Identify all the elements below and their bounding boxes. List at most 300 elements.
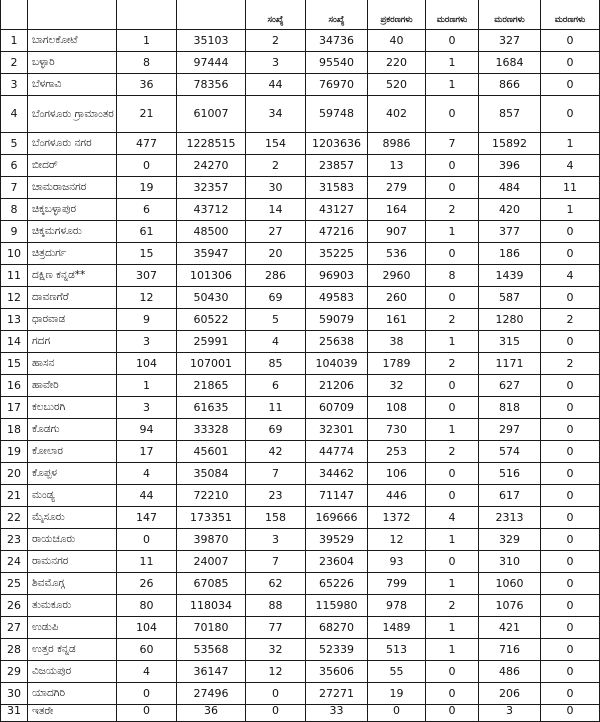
value-cell-e: 12 bbox=[368, 529, 426, 551]
table-row bbox=[1, 52, 600, 74]
value-cell-d: 21206 bbox=[306, 375, 368, 397]
value-cell-f: 0 bbox=[426, 96, 479, 133]
value-cell-f: 2 bbox=[426, 353, 479, 375]
value-cell-a: 61 bbox=[117, 221, 177, 243]
value-cell-h: 0 bbox=[541, 639, 600, 661]
table-header-row bbox=[1, 0, 600, 30]
value-cell-c: 34 bbox=[246, 96, 306, 133]
value-cell-g: 3 bbox=[479, 705, 541, 722]
value-cell-g: 587 bbox=[479, 287, 541, 309]
value-cell-f: 0 bbox=[426, 683, 479, 705]
value-cell-h: 0 bbox=[541, 243, 600, 265]
value-cell-g: 484 bbox=[479, 177, 541, 199]
value-cell-a: 8 bbox=[117, 52, 177, 74]
table-row bbox=[1, 133, 600, 155]
district-name-cell: ಕೋಲಾರ bbox=[28, 441, 117, 463]
value-cell-h: 0 bbox=[541, 573, 600, 595]
value-cell-g: 2313 bbox=[479, 507, 541, 529]
value-cell-c: 30 bbox=[246, 177, 306, 199]
value-cell-d: 65226 bbox=[306, 573, 368, 595]
table-row bbox=[1, 199, 600, 221]
value-cell-b: 39870 bbox=[177, 529, 246, 551]
value-cell-g: 396 bbox=[479, 155, 541, 177]
serial-number-cell: 9 bbox=[1, 221, 28, 243]
district-name-cell: ಉಡುಪಿ bbox=[28, 617, 117, 639]
district-name-cell: ದಾವಣಗೆರೆ bbox=[28, 287, 117, 309]
table-row bbox=[1, 96, 600, 133]
value-cell-c: 154 bbox=[246, 133, 306, 155]
value-cell-f: 1 bbox=[426, 529, 479, 551]
table-row bbox=[1, 353, 600, 375]
table-row bbox=[1, 463, 600, 485]
district-name-cell: ಚಿಕ್ಕಬಳ್ಳಾಪುರ bbox=[28, 199, 117, 221]
value-cell-c: 4 bbox=[246, 331, 306, 353]
serial-number-cell: 24 bbox=[1, 551, 28, 573]
value-cell-b: 43712 bbox=[177, 199, 246, 221]
district-name-cell: ಇತರೇ bbox=[28, 705, 117, 722]
value-cell-f: 2 bbox=[426, 441, 479, 463]
value-cell-c: 69 bbox=[246, 419, 306, 441]
district-name-cell: ಹಾಸನ bbox=[28, 353, 117, 375]
district-name-cell: ಚಾಮರಾಜನಗರ bbox=[28, 177, 117, 199]
serial-number-cell: 18 bbox=[1, 419, 28, 441]
value-cell-g: 1060 bbox=[479, 573, 541, 595]
value-cell-g: 297 bbox=[479, 419, 541, 441]
serial-number-cell: 23 bbox=[1, 529, 28, 551]
value-cell-f: 0 bbox=[426, 30, 479, 52]
value-cell-c: 2 bbox=[246, 30, 306, 52]
value-cell-e: 40 bbox=[368, 30, 426, 52]
value-cell-e: 93 bbox=[368, 551, 426, 573]
serial-number-cell: 29 bbox=[1, 661, 28, 683]
value-cell-e: 978 bbox=[368, 595, 426, 617]
district-name-cell: ಶಿವಮೊಗ್ಗ bbox=[28, 573, 117, 595]
value-cell-f: 1 bbox=[426, 639, 479, 661]
value-cell-g: 617 bbox=[479, 485, 541, 507]
value-cell-a: 477 bbox=[117, 133, 177, 155]
table-body bbox=[1, 30, 600, 722]
value-cell-b: 61635 bbox=[177, 397, 246, 419]
value-cell-e: 1489 bbox=[368, 617, 426, 639]
value-cell-h: 11 bbox=[541, 177, 600, 199]
value-cell-a: 19 bbox=[117, 177, 177, 199]
value-cell-b: 33328 bbox=[177, 419, 246, 441]
value-cell-e: 8986 bbox=[368, 133, 426, 155]
value-cell-g: 574 bbox=[479, 441, 541, 463]
district-name-cell: ಬೆಳಗಾವಿ bbox=[28, 74, 117, 96]
value-cell-c: 77 bbox=[246, 617, 306, 639]
table-row bbox=[1, 551, 600, 573]
value-cell-b: 67085 bbox=[177, 573, 246, 595]
value-cell-c: 69 bbox=[246, 287, 306, 309]
header-cell: ಪ್ರಕರಣಗಳು bbox=[368, 0, 426, 30]
value-cell-f: 2 bbox=[426, 199, 479, 221]
value-cell-h: 0 bbox=[541, 221, 600, 243]
district-name-cell: ಹಾವೇರಿ bbox=[28, 375, 117, 397]
table-row bbox=[1, 529, 600, 551]
value-cell-g: 315 bbox=[479, 331, 541, 353]
value-cell-g: 516 bbox=[479, 463, 541, 485]
value-cell-c: 2 bbox=[246, 155, 306, 177]
value-cell-c: 20 bbox=[246, 243, 306, 265]
value-cell-h: 0 bbox=[541, 375, 600, 397]
district-name-cell: ಮಂಡ್ಯ bbox=[28, 485, 117, 507]
table-row bbox=[1, 155, 600, 177]
value-cell-c: 32 bbox=[246, 639, 306, 661]
district-name-cell: ಉತ್ತರ ಕನ್ನಡ bbox=[28, 639, 117, 661]
value-cell-f: 1 bbox=[426, 74, 479, 96]
serial-number-cell: 15 bbox=[1, 353, 28, 375]
value-cell-a: 4 bbox=[117, 661, 177, 683]
value-cell-g: 329 bbox=[479, 529, 541, 551]
table-row bbox=[1, 287, 600, 309]
serial-number-cell: 20 bbox=[1, 463, 28, 485]
serial-number-cell: 7 bbox=[1, 177, 28, 199]
serial-number-cell: 27 bbox=[1, 617, 28, 639]
value-cell-c: 3 bbox=[246, 52, 306, 74]
value-cell-c: 42 bbox=[246, 441, 306, 463]
serial-number-cell: 26 bbox=[1, 595, 28, 617]
serial-number-cell: 13 bbox=[1, 309, 28, 331]
value-cell-e: 0 bbox=[368, 705, 426, 722]
value-cell-c: 27 bbox=[246, 221, 306, 243]
value-cell-h: 0 bbox=[541, 30, 600, 52]
value-cell-d: 47216 bbox=[306, 221, 368, 243]
value-cell-f: 1 bbox=[426, 419, 479, 441]
serial-number-cell: 3 bbox=[1, 74, 28, 96]
value-cell-a: 11 bbox=[117, 551, 177, 573]
value-cell-b: 78356 bbox=[177, 74, 246, 96]
value-cell-e: 13 bbox=[368, 155, 426, 177]
value-cell-d: 71147 bbox=[306, 485, 368, 507]
value-cell-d: 49583 bbox=[306, 287, 368, 309]
value-cell-e: 108 bbox=[368, 397, 426, 419]
serial-number-cell: 8 bbox=[1, 199, 28, 221]
value-cell-f: 0 bbox=[426, 463, 479, 485]
value-cell-a: 80 bbox=[117, 595, 177, 617]
value-cell-d: 35225 bbox=[306, 243, 368, 265]
table-row bbox=[1, 705, 600, 722]
value-cell-g: 716 bbox=[479, 639, 541, 661]
value-cell-e: 446 bbox=[368, 485, 426, 507]
value-cell-d: 23857 bbox=[306, 155, 368, 177]
serial-number-cell: 14 bbox=[1, 331, 28, 353]
table-row bbox=[1, 309, 600, 331]
value-cell-h: 0 bbox=[541, 485, 600, 507]
value-cell-h: 1 bbox=[541, 199, 600, 221]
value-cell-g: 420 bbox=[479, 199, 541, 221]
value-cell-e: 730 bbox=[368, 419, 426, 441]
value-cell-h: 0 bbox=[541, 74, 600, 96]
table-row bbox=[1, 375, 600, 397]
table-row bbox=[1, 441, 600, 463]
value-cell-a: 36 bbox=[117, 74, 177, 96]
value-cell-a: 6 bbox=[117, 199, 177, 221]
table-row bbox=[1, 331, 600, 353]
value-cell-f: 0 bbox=[426, 243, 479, 265]
value-cell-f: 1 bbox=[426, 573, 479, 595]
value-cell-d: 1203636 bbox=[306, 133, 368, 155]
value-cell-d: 68270 bbox=[306, 617, 368, 639]
value-cell-h: 0 bbox=[541, 529, 600, 551]
value-cell-g: 327 bbox=[479, 30, 541, 52]
value-cell-h: 0 bbox=[541, 52, 600, 74]
serial-number-cell: 22 bbox=[1, 507, 28, 529]
value-cell-h: 0 bbox=[541, 683, 600, 705]
value-cell-f: 0 bbox=[426, 287, 479, 309]
serial-number-cell: 25 bbox=[1, 573, 28, 595]
value-cell-b: 36 bbox=[177, 705, 246, 722]
value-cell-a: 147 bbox=[117, 507, 177, 529]
value-cell-e: 260 bbox=[368, 287, 426, 309]
value-cell-d: 59079 bbox=[306, 309, 368, 331]
serial-number-cell: 28 bbox=[1, 639, 28, 661]
value-cell-c: 11 bbox=[246, 397, 306, 419]
value-cell-g: 818 bbox=[479, 397, 541, 419]
value-cell-e: 402 bbox=[368, 96, 426, 133]
value-cell-h: 0 bbox=[541, 507, 600, 529]
district-name-cell: ಕೊಪ್ಪಳ bbox=[28, 463, 117, 485]
value-cell-b: 27496 bbox=[177, 683, 246, 705]
value-cell-a: 17 bbox=[117, 441, 177, 463]
value-cell-a: 0 bbox=[117, 529, 177, 551]
value-cell-e: 279 bbox=[368, 177, 426, 199]
district-name-cell: ದಕ್ಷಿಣ ಕನ್ನಡ** bbox=[28, 265, 117, 287]
value-cell-d: 35606 bbox=[306, 661, 368, 683]
value-cell-h: 0 bbox=[541, 463, 600, 485]
value-cell-c: 88 bbox=[246, 595, 306, 617]
value-cell-d: 43127 bbox=[306, 199, 368, 221]
value-cell-c: 0 bbox=[246, 683, 306, 705]
value-cell-a: 0 bbox=[117, 683, 177, 705]
value-cell-c: 12 bbox=[246, 661, 306, 683]
value-cell-c: 14 bbox=[246, 199, 306, 221]
table-row bbox=[1, 243, 600, 265]
value-cell-e: 220 bbox=[368, 52, 426, 74]
value-cell-g: 1280 bbox=[479, 309, 541, 331]
value-cell-d: 52339 bbox=[306, 639, 368, 661]
value-cell-e: 164 bbox=[368, 199, 426, 221]
value-cell-d: 95540 bbox=[306, 52, 368, 74]
table-row bbox=[1, 419, 600, 441]
value-cell-a: 104 bbox=[117, 353, 177, 375]
value-cell-f: 0 bbox=[426, 661, 479, 683]
serial-number-cell: 21 bbox=[1, 485, 28, 507]
value-cell-b: 61007 bbox=[177, 96, 246, 133]
value-cell-e: 1789 bbox=[368, 353, 426, 375]
value-cell-d: 25638 bbox=[306, 331, 368, 353]
table-row bbox=[1, 617, 600, 639]
table-row bbox=[1, 30, 600, 52]
serial-number-cell: 16 bbox=[1, 375, 28, 397]
district-name-cell: ಗದಗ bbox=[28, 331, 117, 353]
value-cell-b: 35103 bbox=[177, 30, 246, 52]
value-cell-a: 12 bbox=[117, 287, 177, 309]
table-row bbox=[1, 507, 600, 529]
table-row bbox=[1, 595, 600, 617]
value-cell-b: 21865 bbox=[177, 375, 246, 397]
value-cell-c: 0 bbox=[246, 705, 306, 722]
value-cell-c: 23 bbox=[246, 485, 306, 507]
district-name-cell: ಮೈಸೂರು bbox=[28, 507, 117, 529]
district-name-cell: ಧಾರವಾಡ bbox=[28, 309, 117, 331]
table-row bbox=[1, 265, 600, 287]
value-cell-c: 6 bbox=[246, 375, 306, 397]
value-cell-g: 1684 bbox=[479, 52, 541, 74]
district-name-cell: ವಿಜಯಪುರ bbox=[28, 661, 117, 683]
value-cell-f: 1 bbox=[426, 617, 479, 639]
value-cell-e: 32 bbox=[368, 375, 426, 397]
serial-number-cell: 4 bbox=[1, 96, 28, 133]
district-name-cell: ಕಲಬುರಗಿ bbox=[28, 397, 117, 419]
value-cell-g: 377 bbox=[479, 221, 541, 243]
value-cell-g: 1439 bbox=[479, 265, 541, 287]
value-cell-b: 60522 bbox=[177, 309, 246, 331]
value-cell-h: 0 bbox=[541, 595, 600, 617]
district-name-cell: ಬೆಂಗಳೂರು ಗ್ರಾಮಾಂತರ bbox=[28, 96, 117, 133]
value-cell-d: 59748 bbox=[306, 96, 368, 133]
district-name-cell: ಬೀದರ್ bbox=[28, 155, 117, 177]
value-cell-e: 2960 bbox=[368, 265, 426, 287]
value-cell-a: 0 bbox=[117, 705, 177, 722]
value-cell-h: 4 bbox=[541, 265, 600, 287]
value-cell-f: 2 bbox=[426, 595, 479, 617]
value-cell-d: 76970 bbox=[306, 74, 368, 96]
value-cell-c: 3 bbox=[246, 529, 306, 551]
header-cell: ಮರಣಗಳು bbox=[426, 0, 479, 30]
header-cell bbox=[117, 0, 177, 30]
value-cell-a: 3 bbox=[117, 331, 177, 353]
value-cell-f: 0 bbox=[426, 485, 479, 507]
value-cell-e: 536 bbox=[368, 243, 426, 265]
header-cell bbox=[177, 0, 246, 30]
value-cell-h: 0 bbox=[541, 551, 600, 573]
value-cell-b: 72210 bbox=[177, 485, 246, 507]
district-name-cell: ಚಿತ್ರದುರ್ಗ bbox=[28, 243, 117, 265]
value-cell-b: 25991 bbox=[177, 331, 246, 353]
value-cell-e: 19 bbox=[368, 683, 426, 705]
value-cell-d: 96903 bbox=[306, 265, 368, 287]
value-cell-f: 1 bbox=[426, 221, 479, 243]
value-cell-h: 1 bbox=[541, 133, 600, 155]
serial-number-cell: 5 bbox=[1, 133, 28, 155]
value-cell-b: 97444 bbox=[177, 52, 246, 74]
value-cell-b: 107001 bbox=[177, 353, 246, 375]
value-cell-f: 0 bbox=[426, 155, 479, 177]
value-cell-d: 169666 bbox=[306, 507, 368, 529]
value-cell-f: 1 bbox=[426, 52, 479, 74]
table-row bbox=[1, 397, 600, 419]
value-cell-g: 15892 bbox=[479, 133, 541, 155]
header-cell: ಮರಣಗಳು bbox=[541, 0, 600, 30]
table-row bbox=[1, 485, 600, 507]
value-cell-d: 115980 bbox=[306, 595, 368, 617]
district-name-cell: ಯಾದಗಿರಿ bbox=[28, 683, 117, 705]
serial-number-cell: 17 bbox=[1, 397, 28, 419]
value-cell-b: 173351 bbox=[177, 507, 246, 529]
value-cell-h: 0 bbox=[541, 397, 600, 419]
serial-number-cell: 1 bbox=[1, 30, 28, 52]
value-cell-f: 0 bbox=[426, 177, 479, 199]
value-cell-c: 7 bbox=[246, 463, 306, 485]
header-cell bbox=[28, 0, 117, 30]
value-cell-a: 21 bbox=[117, 96, 177, 133]
district-name-cell: ಬೆಂಗಳೂರು ನಗರ bbox=[28, 133, 117, 155]
value-cell-d: 33 bbox=[306, 705, 368, 722]
value-cell-a: 3 bbox=[117, 397, 177, 419]
value-cell-d: 32301 bbox=[306, 419, 368, 441]
value-cell-b: 70180 bbox=[177, 617, 246, 639]
value-cell-e: 799 bbox=[368, 573, 426, 595]
district-name-cell: ರಾಯಚೂರು bbox=[28, 529, 117, 551]
value-cell-b: 53568 bbox=[177, 639, 246, 661]
value-cell-e: 106 bbox=[368, 463, 426, 485]
value-cell-h: 0 bbox=[541, 617, 600, 639]
value-cell-a: 26 bbox=[117, 573, 177, 595]
value-cell-d: 31583 bbox=[306, 177, 368, 199]
value-cell-b: 32357 bbox=[177, 177, 246, 199]
value-cell-h: 0 bbox=[541, 441, 600, 463]
value-cell-b: 24007 bbox=[177, 551, 246, 573]
table-row bbox=[1, 639, 600, 661]
table-row bbox=[1, 221, 600, 243]
value-cell-e: 520 bbox=[368, 74, 426, 96]
value-cell-d: 34736 bbox=[306, 30, 368, 52]
value-cell-b: 35084 bbox=[177, 463, 246, 485]
header-cell: ಸಂಖ್ಯೆ bbox=[306, 0, 368, 30]
value-cell-e: 253 bbox=[368, 441, 426, 463]
value-cell-e: 907 bbox=[368, 221, 426, 243]
value-cell-d: 27271 bbox=[306, 683, 368, 705]
district-name-cell: ಚಿಕ್ಕಮಗಳೂರು bbox=[28, 221, 117, 243]
value-cell-a: 60 bbox=[117, 639, 177, 661]
value-cell-e: 55 bbox=[368, 661, 426, 683]
value-cell-e: 1372 bbox=[368, 507, 426, 529]
value-cell-a: 307 bbox=[117, 265, 177, 287]
value-cell-d: 60709 bbox=[306, 397, 368, 419]
header-cell bbox=[1, 0, 28, 30]
value-cell-d: 39529 bbox=[306, 529, 368, 551]
value-cell-h: 0 bbox=[541, 96, 600, 133]
value-cell-d: 44774 bbox=[306, 441, 368, 463]
value-cell-g: 486 bbox=[479, 661, 541, 683]
value-cell-f: 4 bbox=[426, 507, 479, 529]
value-cell-c: 158 bbox=[246, 507, 306, 529]
value-cell-g: 206 bbox=[479, 683, 541, 705]
value-cell-f: 2 bbox=[426, 309, 479, 331]
value-cell-h: 0 bbox=[541, 705, 600, 722]
value-cell-e: 513 bbox=[368, 639, 426, 661]
value-cell-g: 1076 bbox=[479, 595, 541, 617]
value-cell-a: 9 bbox=[117, 309, 177, 331]
value-cell-c: 62 bbox=[246, 573, 306, 595]
value-cell-b: 118034 bbox=[177, 595, 246, 617]
value-cell-h: 2 bbox=[541, 353, 600, 375]
value-cell-f: 1 bbox=[426, 331, 479, 353]
value-cell-e: 38 bbox=[368, 331, 426, 353]
value-cell-c: 85 bbox=[246, 353, 306, 375]
value-cell-e: 161 bbox=[368, 309, 426, 331]
district-name-cell: ಬಾಗಲಕೋಟೆ bbox=[28, 30, 117, 52]
value-cell-a: 44 bbox=[117, 485, 177, 507]
value-cell-c: 286 bbox=[246, 265, 306, 287]
value-cell-g: 866 bbox=[479, 74, 541, 96]
value-cell-d: 23604 bbox=[306, 551, 368, 573]
value-cell-g: 857 bbox=[479, 96, 541, 133]
value-cell-h: 0 bbox=[541, 661, 600, 683]
header-cell: ಸಂಖ್ಯೆ bbox=[246, 0, 306, 30]
district-name-cell: ಬಳ್ಳಾರಿ bbox=[28, 52, 117, 74]
